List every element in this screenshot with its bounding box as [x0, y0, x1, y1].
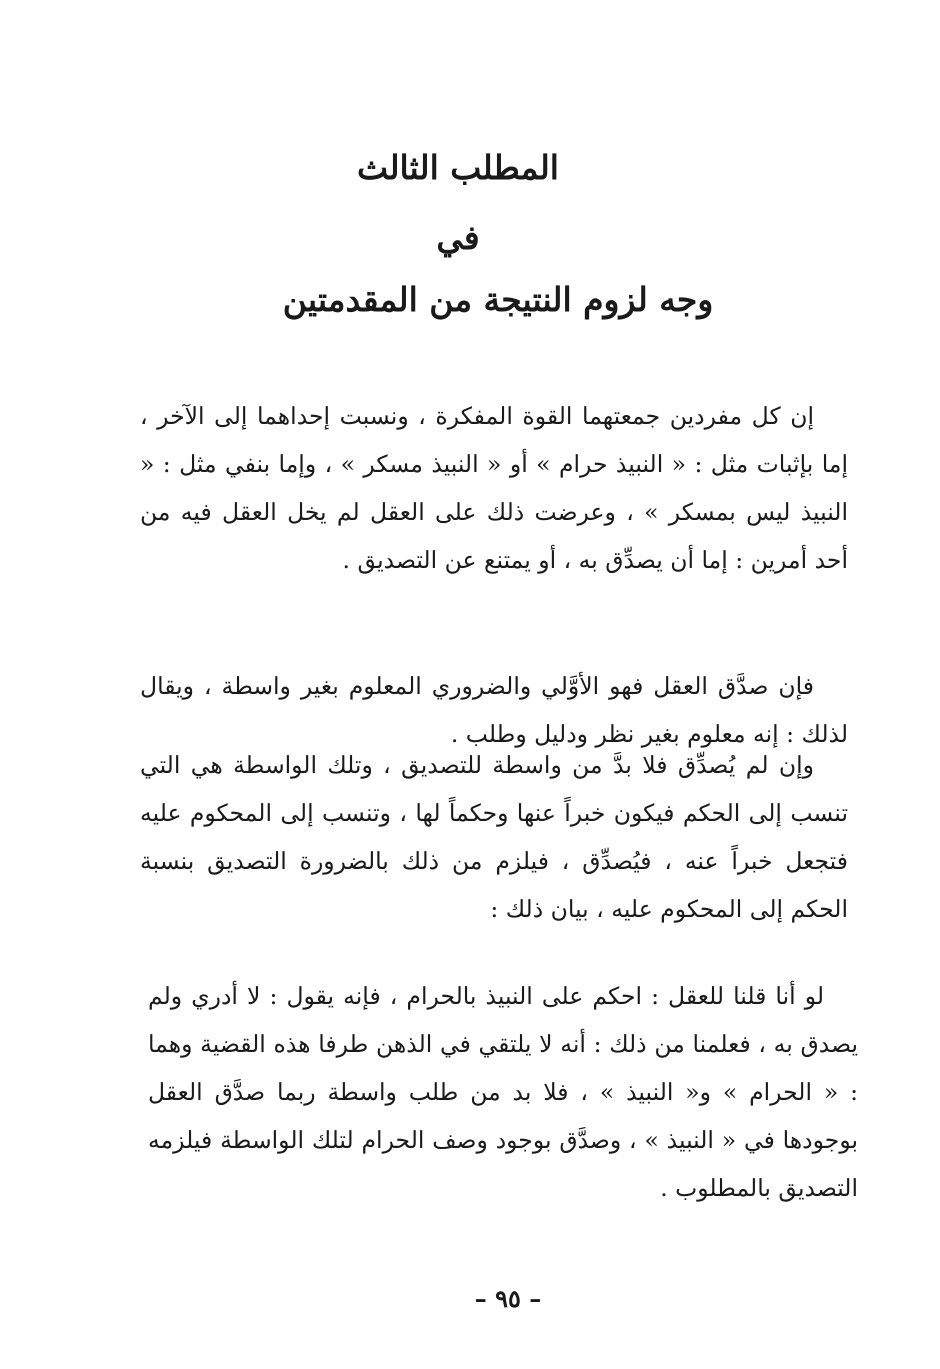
section-subtitle: وجه لزوم النتيجة من المقدمتين [282, 280, 714, 319]
paragraph-2: فإن صدَّق العقل فهو الأوَّلي والضروري المعلوم بغير واسطة ، ويقال لذلك : إنه معلوم بغير نظر ودليل وطلب . [140, 672, 848, 748]
paragraph-4: لو أنا قلنا للعقل : احكم على النبيذ بالحرام ، فإنه يقول : لا أدري ولم يصدق به ، فعلمنا من ذلك : أنه لا يلتقي في الذهن طرفا هذه القضية وهما : « الحرام » و« النبيذ » ، فلا بد من طلب واسطة ربما صدَّق العقل بوجودها في « النبيذ » ، وصدَّق بوجود وصف الحرام لتلك الواسطة فيلزمه التصديق بالمطلوب . [148, 982, 858, 1202]
section-title-connector: في [436, 218, 480, 257]
page-number: – ٩٥ – [474, 1284, 542, 1313]
paragraph-3: وإن لم يُصدِّق فلا بدَّ من واسطة للتصديق ، وتلك الواسطة هي التي تنسب إلى الحكم فيكون خبراً عنها وحكماً لها ، وتنسب إلى المحكوم عليه فتجعل خبراً عنه ، فيُصدِّق ، فيلزم من ذلك بالضرورة التصديق بنسبة الحكم إلى المحكوم عليه ، بيان ذلك : [140, 751, 848, 923]
paragraph-1: إن كل مفردين جمعتهما القوة المفكرة ، ونسبت إحداهما إلى الآخر ، إما بإثبات مثل : « النبيذ حرام » أو « النبيذ مسكر » ، وإما بنفي مثل : « النبيذ ليس بمسكر » ، وعرضت ذلك على العقل لم يخل العقل فيه من أحد أمرين : إما أن يصدِّق به ، أو يمتنع عن التصديق . [140, 402, 848, 574]
section-title: المطلب الثالث [357, 148, 559, 187]
